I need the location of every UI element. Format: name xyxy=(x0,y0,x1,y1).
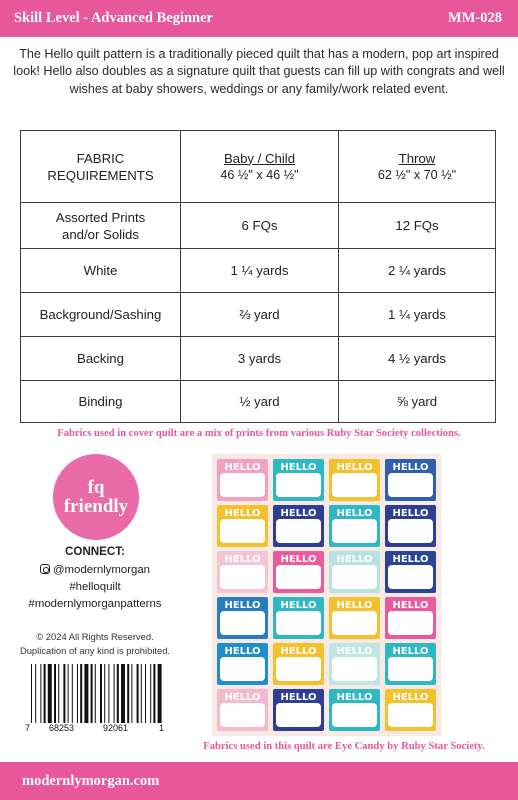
header-label-line2: REQUIREMENTS xyxy=(47,167,154,183)
badge-line2: friendly xyxy=(63,496,129,517)
barcode-bar xyxy=(72,664,73,728)
quilt-block xyxy=(329,505,380,547)
throw-value: ⅝ yard xyxy=(339,381,496,423)
quilt-block xyxy=(329,551,380,593)
barcode-bar xyxy=(44,664,46,728)
quilt-block-label: HELLO xyxy=(280,692,317,703)
barcode-bar xyxy=(80,664,82,728)
quilt-block-nametag xyxy=(388,703,433,727)
throw-value: 1 ¼ yards xyxy=(339,293,496,337)
quilt-block-label: HELLO xyxy=(336,508,373,519)
table-header-baby xyxy=(181,131,339,203)
cover-fabric-note: Fabrics used in cover quilt are a mix of prints from various Ruby Star Society collections. xyxy=(57,428,461,439)
baby-value: 1 ¼ yards xyxy=(181,249,339,293)
barcode-bar xyxy=(153,664,155,728)
pattern-code: MM-028 xyxy=(448,10,502,26)
barcode-bar xyxy=(35,664,36,728)
pattern-description: The Hello quilt pattern is a traditionally pieced quilt that has a modern, pop art inspired look! Hello also doubles as a signature quilt that guests can fill up with congrats and well wishes at baby showers, weddings or any family/work related event. xyxy=(13,47,505,96)
quilt-block xyxy=(329,459,380,501)
barcode-bar xyxy=(63,664,65,728)
baby-value: ⅔ yard xyxy=(181,293,339,337)
quilt-block-nametag xyxy=(332,519,377,543)
quilt-block-nametag xyxy=(388,657,433,681)
quilt-block xyxy=(385,597,436,639)
barcode-bar xyxy=(31,664,32,728)
hashtag-patterns: #modernlymorganpatterns xyxy=(28,598,162,610)
instagram-icon xyxy=(40,564,50,574)
quilt-block xyxy=(385,505,436,547)
table-row xyxy=(21,337,496,381)
quilt-block-label: HELLO xyxy=(224,554,261,565)
table-row xyxy=(21,249,496,293)
quilt-block-nametag xyxy=(332,611,377,635)
quilt-block-nametag xyxy=(276,519,321,543)
quilt-block-nametag xyxy=(388,519,433,543)
barcode-digit-lead: 7 xyxy=(25,723,31,733)
baby-size-dimensions: 46 ½" x 46 ½" xyxy=(220,167,299,182)
quilt-block-label: HELLO xyxy=(336,554,373,565)
header-label-line1: FABRIC xyxy=(76,150,125,166)
barcode-bar xyxy=(141,664,142,728)
row-label: Backing xyxy=(21,337,181,381)
table-header-throw xyxy=(339,131,496,203)
quilt-block xyxy=(329,643,380,685)
row-label xyxy=(21,203,181,249)
quilt-block xyxy=(273,505,324,547)
barcode-bar xyxy=(54,664,56,728)
quilt-fabric-note: Fabrics used in this quilt are Eye Candy by Ruby Star Society. xyxy=(203,741,485,752)
table-row xyxy=(21,293,496,337)
row-label: Binding xyxy=(21,381,181,423)
barcode-bar xyxy=(114,664,115,728)
quilt-block-nametag xyxy=(388,611,433,635)
quilt-block-label: HELLO xyxy=(392,462,429,473)
fabric-requirements-table xyxy=(20,130,496,423)
quilt-block xyxy=(329,597,380,639)
quilt-block xyxy=(217,459,268,501)
quilt-block xyxy=(217,689,268,731)
baby-size-title: Baby / Child xyxy=(223,150,296,166)
barcode-bar xyxy=(77,664,78,728)
barcode-bar xyxy=(121,664,125,728)
quilt-block-label: HELLO xyxy=(280,646,317,657)
barcode-bar xyxy=(131,664,132,728)
quilt-block-nametag xyxy=(220,611,265,635)
quilt-block-nametag xyxy=(332,473,377,497)
quilt-block xyxy=(273,597,324,639)
baby-value: ½ yard xyxy=(181,381,339,423)
quilt-block-nametag xyxy=(220,657,265,681)
quilt-block xyxy=(273,459,324,501)
quilt-block-nametag xyxy=(276,657,321,681)
quilt-block-nametag xyxy=(276,473,321,497)
barcode-bar xyxy=(58,664,59,728)
quilt-block-nametag xyxy=(276,565,321,589)
quilt-block xyxy=(385,643,436,685)
quilt-block-nametag xyxy=(276,611,321,635)
quilt-block-label: HELLO xyxy=(224,508,261,519)
barcode-digits xyxy=(25,723,165,737)
quilt-block-label: HELLO xyxy=(224,600,261,611)
barcode-digits-right: 92061 xyxy=(103,723,129,733)
quilt-block xyxy=(217,597,268,639)
connect-heading: CONNECT: xyxy=(65,545,125,558)
quilt-block-label: HELLO xyxy=(224,646,261,657)
baby-value: 3 yards xyxy=(181,337,339,381)
quilt-block xyxy=(329,689,380,731)
throw-value: 12 FQs xyxy=(339,203,496,249)
barcode-digit-check: 1 xyxy=(159,723,165,733)
barcode-bar xyxy=(91,664,93,728)
table-header-row xyxy=(21,131,496,203)
barcode xyxy=(25,664,165,737)
duplication-notice: Duplication of any kind is prohibited. xyxy=(19,645,171,656)
quilt-block xyxy=(273,689,324,731)
throw-size-title: Throw xyxy=(398,150,436,166)
quilt-block xyxy=(385,551,436,593)
baby-value: 6 FQs xyxy=(181,203,339,249)
barcode-bar xyxy=(145,664,146,728)
barcode-bar xyxy=(108,664,109,728)
quilt-block-label: HELLO xyxy=(336,692,373,703)
barcode-bar xyxy=(104,664,105,728)
copyright-text: © 2024 All Rights Reserved. xyxy=(36,631,154,642)
barcode-bar xyxy=(95,664,96,728)
quilt-block xyxy=(385,459,436,501)
quilt-block-label: HELLO xyxy=(280,600,317,611)
quilt-block-label: HELLO xyxy=(392,600,429,611)
row-label-line2: and/or Solids xyxy=(62,226,139,242)
website-link[interactable]: modernlymorgan.com xyxy=(22,772,160,789)
row-label-line1: Assorted Prints xyxy=(55,209,146,225)
fq-friendly-badge xyxy=(53,454,139,540)
connect-section xyxy=(0,545,190,613)
barcode-bar xyxy=(40,664,41,728)
barcode-bar xyxy=(158,664,162,728)
quilt-block xyxy=(217,643,268,685)
barcode-bar xyxy=(48,664,52,728)
quilt-block-nametag xyxy=(220,473,265,497)
quilt-block-nametag xyxy=(332,703,377,727)
table-header-label xyxy=(21,131,181,203)
legal-notice xyxy=(0,630,190,658)
quilt-block-label: HELLO xyxy=(280,462,317,473)
quilt-block-label: HELLO xyxy=(392,508,429,519)
barcode-bar xyxy=(68,664,69,728)
quilt-block xyxy=(273,643,324,685)
barcode-digits-left: 68253 xyxy=(49,723,75,733)
quilt-block-nametag xyxy=(220,519,265,543)
barcode-bar xyxy=(150,664,151,728)
quilt-image xyxy=(212,454,441,736)
throw-size-dimensions: 62 ½" x 70 ½" xyxy=(377,167,457,182)
throw-value: 2 ¼ yards xyxy=(339,249,496,293)
quilt-block-nametag xyxy=(332,657,377,681)
quilt-block-nametag xyxy=(388,565,433,589)
quilt-blocks xyxy=(212,454,441,736)
quilt-block-label: HELLO xyxy=(336,600,373,611)
quilt-block-nametag xyxy=(220,565,265,589)
instagram-handle-line xyxy=(0,562,190,579)
quilt-block-label: HELLO xyxy=(224,462,261,473)
quilt-block-nametag xyxy=(388,473,433,497)
row-label: Background/Sashing xyxy=(21,293,181,337)
badge-line1: fq xyxy=(87,477,105,498)
quilt-block-label: HELLO xyxy=(392,554,429,565)
barcode-bar xyxy=(127,664,129,728)
quilt-block-label: HELLO xyxy=(280,554,317,565)
row-label: White xyxy=(21,249,181,293)
quilt-block-nametag xyxy=(332,565,377,589)
quilt-block-label: HELLO xyxy=(392,692,429,703)
instagram-handle: @modernlymorgan xyxy=(52,564,151,576)
footer-bar xyxy=(0,762,518,800)
barcode-bar xyxy=(84,664,88,728)
barcode-bar xyxy=(137,664,139,728)
quilt-block-label: HELLO xyxy=(336,646,373,657)
quilt-block xyxy=(217,551,268,593)
quilt-block xyxy=(385,689,436,731)
barcode-bar xyxy=(100,664,102,728)
quilt-block xyxy=(217,505,268,547)
quilt-block xyxy=(273,551,324,593)
quilt-block-nametag xyxy=(276,703,321,727)
quilt-block-label: HELLO xyxy=(224,692,261,703)
table-row xyxy=(21,381,496,423)
table-row xyxy=(21,203,496,249)
barcode-bars xyxy=(25,664,165,730)
quilt-block-label: HELLO xyxy=(336,462,373,473)
quilt-block-label: HELLO xyxy=(392,646,429,657)
skill-level: Skill Level - Advanced Beginner xyxy=(14,10,213,26)
hashtag-hello: #helloquilt xyxy=(69,581,121,593)
throw-value: 4 ½ yards xyxy=(339,337,496,381)
barcode-bar xyxy=(117,664,119,728)
quilt-block-nametag xyxy=(220,703,265,727)
header-bar xyxy=(0,0,518,37)
quilt-block-label: HELLO xyxy=(280,508,317,519)
